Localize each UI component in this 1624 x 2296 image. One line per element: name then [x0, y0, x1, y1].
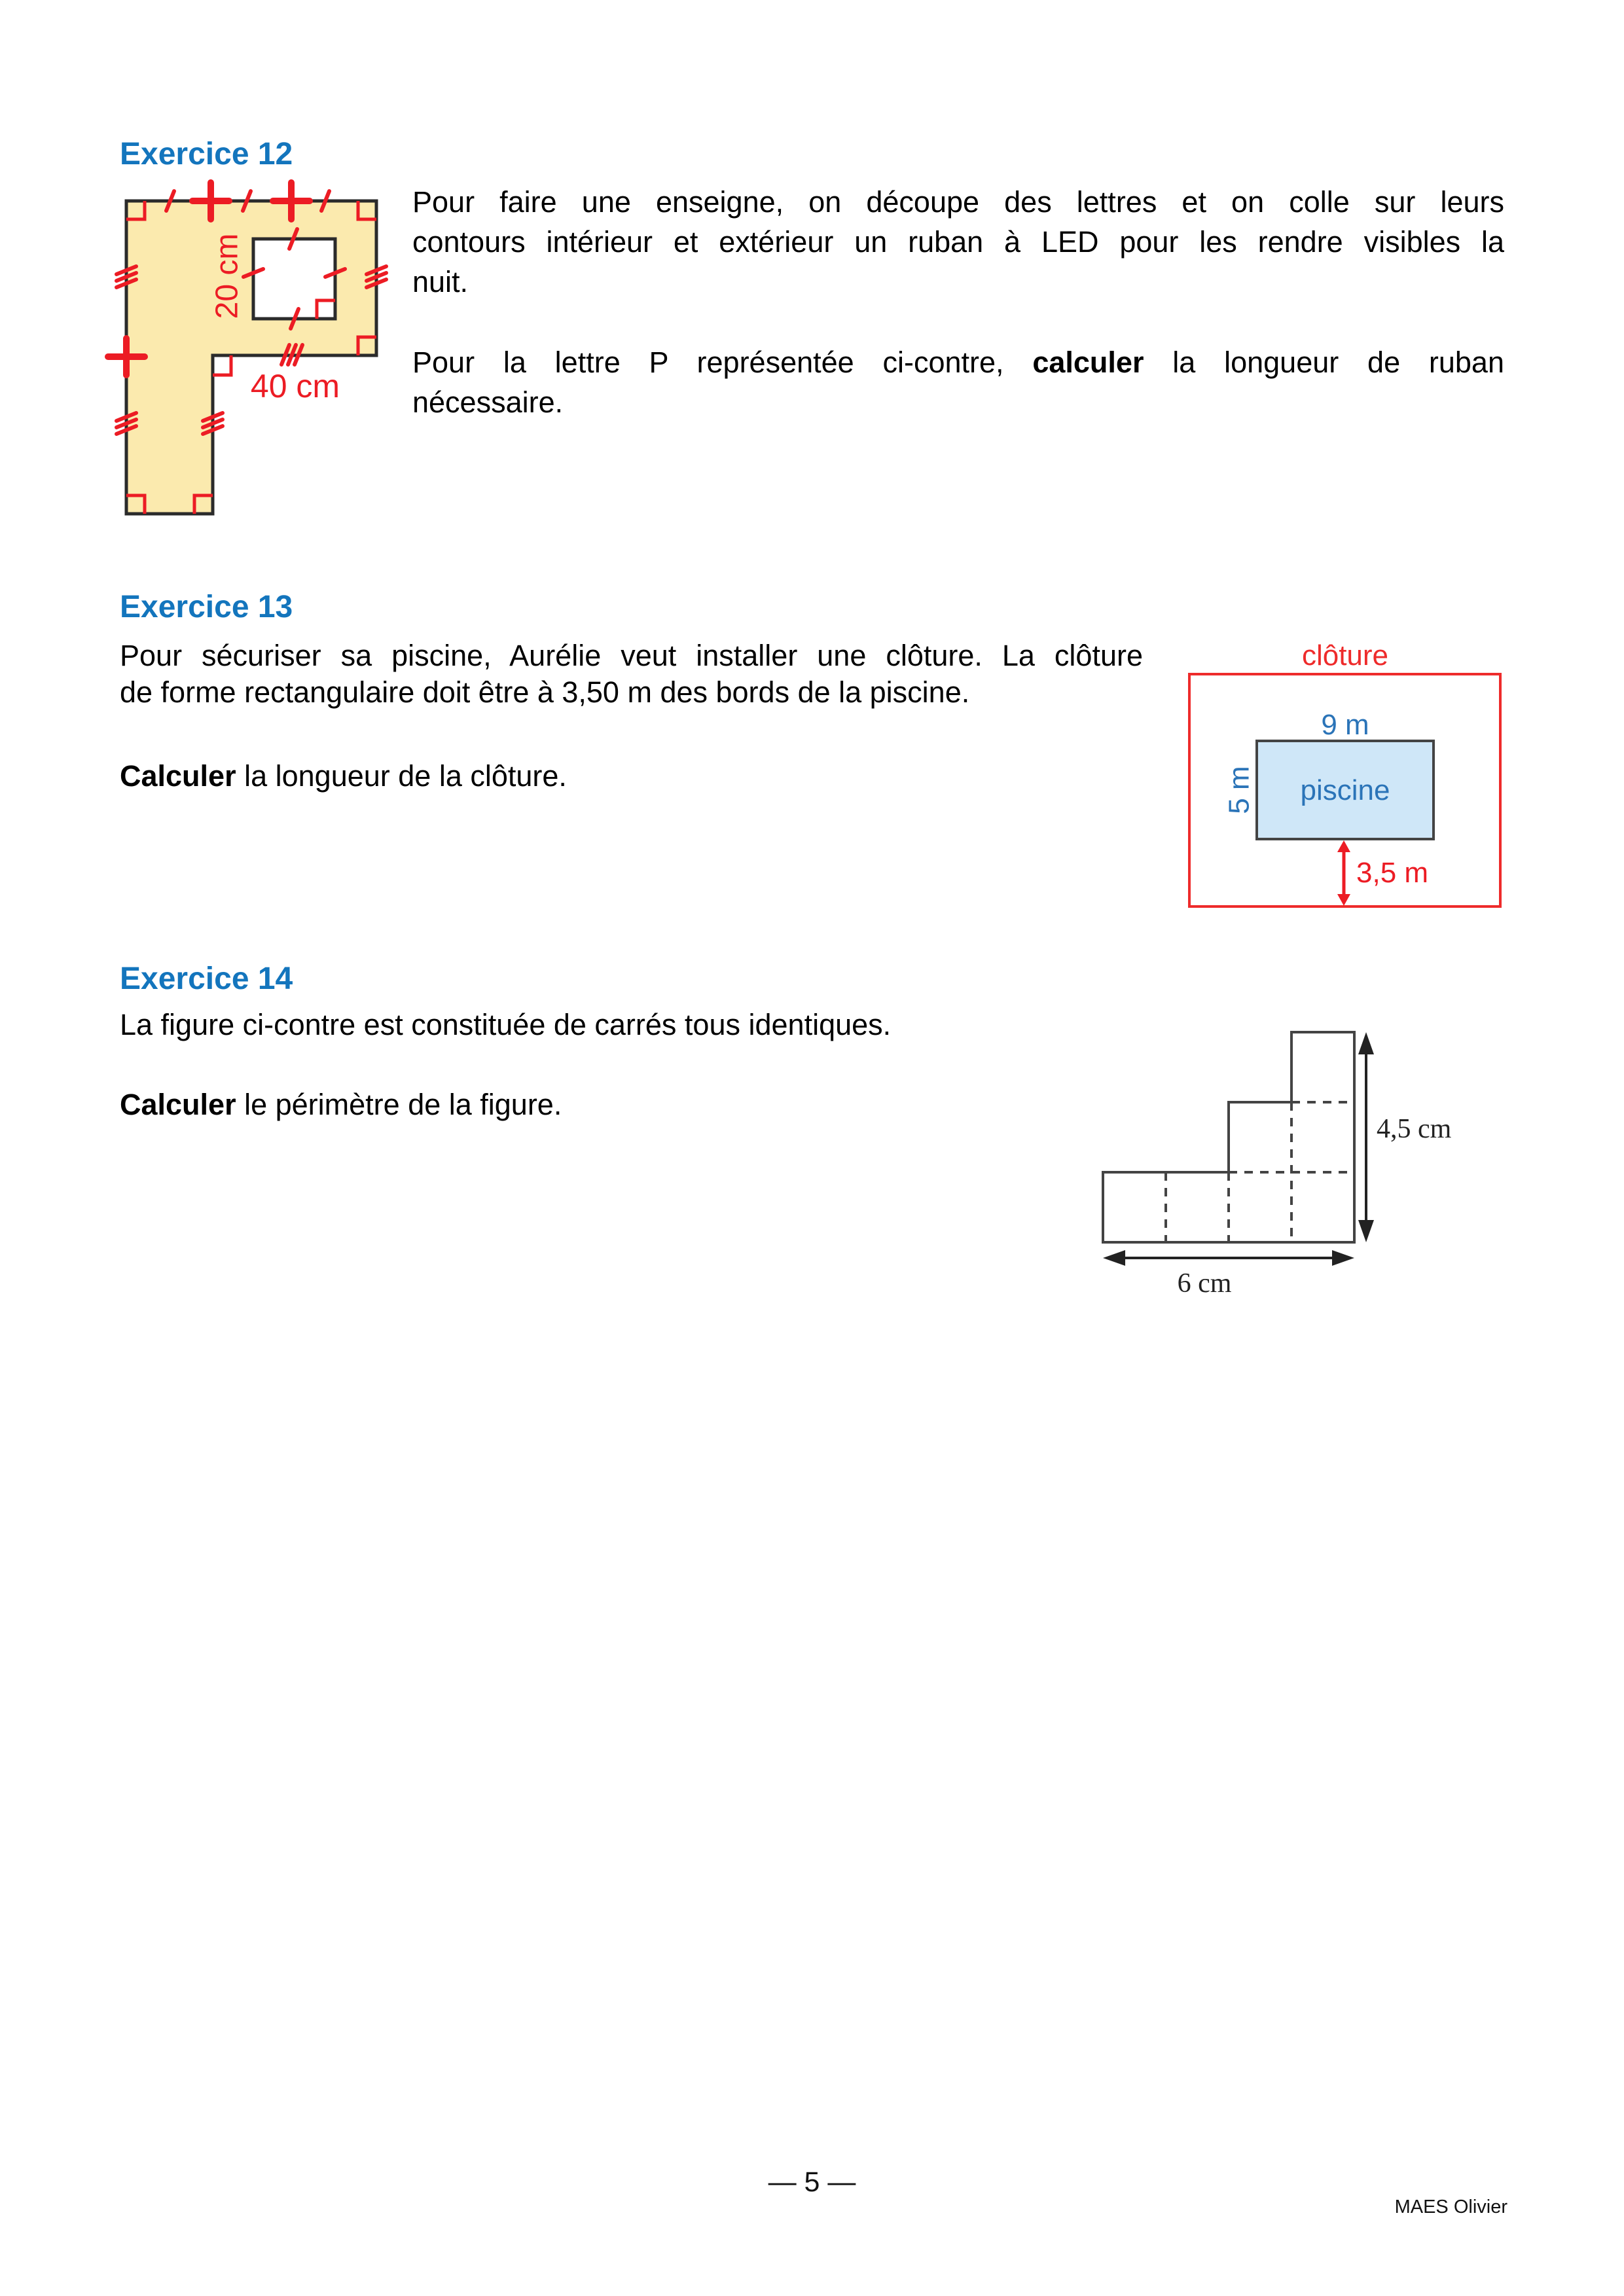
bold-text-span: Calculer: [120, 759, 236, 793]
pool-label: piscine: [1300, 774, 1390, 806]
staircase-width-label: 6 cm: [1177, 1268, 1232, 1299]
text-line: contours intérieur et extérieur un ruban à LED pour les rendre visibles la: [412, 225, 1504, 259]
exercise-13-paragraph: [120, 637, 1143, 711]
exercise-14-title: Exercice 14: [120, 961, 293, 996]
text-line: nécessaire.: [412, 386, 564, 419]
letter-p-bottom-width-label: 40 cm: [250, 368, 340, 404]
height-dimension-arrow: [1358, 1032, 1374, 1242]
exercise-12-paragraph-2: [412, 342, 1504, 422]
staircase-height-label: 4,5 cm: [1377, 1114, 1452, 1144]
gap-label: 3,5 m: [1356, 857, 1429, 889]
fence-label: clôture: [1301, 639, 1389, 672]
pool-height-label: 5 m: [1223, 766, 1255, 814]
text-line: [412, 342, 1504, 382]
exercise-13-task: [120, 758, 1143, 795]
letter-p-figure: [98, 170, 406, 543]
squares-staircase-figure: [1080, 1011, 1512, 1312]
pool-width-label: 9 m: [1321, 709, 1369, 741]
text-line: nuit.: [412, 265, 469, 298]
page-number: — 5 —: [768, 2166, 856, 2198]
text-line: Pour faire une enseigne, on découpe des lettres et on colle sur leurs: [412, 185, 1504, 219]
text-line: Pour sécuriser sa piscine, Aurélie veut installer une clôture. La clôture: [120, 639, 1143, 672]
gap-dimension-arrow: [1337, 840, 1350, 906]
text-line: de forme rectangulaire doit être à 3,50 m des bords de la piscine.: [120, 675, 970, 709]
inner-square-tick-marks: [244, 229, 345, 329]
exercise-12-title: Exercice 12: [120, 137, 293, 171]
letter-p-shape: [126, 201, 376, 514]
exercise-13-title: Exercice 13: [120, 590, 293, 624]
text-span: le périmètre de la figure.: [236, 1088, 562, 1121]
exercise-14-line: La figure ci-contre est constituée de carrés tous identiques.: [120, 1008, 892, 1041]
width-dimension-arrow: [1103, 1250, 1354, 1266]
pool-fence-figure: [1172, 632, 1512, 920]
text-span: Pour la lettre P représentée ci-contre,: [412, 346, 1033, 379]
text-span: la longueur de la clôture.: [236, 759, 567, 793]
text-span: la longueur de ruban: [1144, 346, 1504, 379]
author-name: MAES Olivier: [1394, 2197, 1507, 2217]
exercise-12-paragraph-1: [412, 182, 1504, 302]
letter-p-inner-height-label: 20 cm: [209, 233, 245, 319]
bold-text-span: Calculer: [120, 1088, 236, 1121]
exercise-14-task: [120, 1086, 562, 1123]
bold-text-span: calculer: [1032, 346, 1144, 379]
